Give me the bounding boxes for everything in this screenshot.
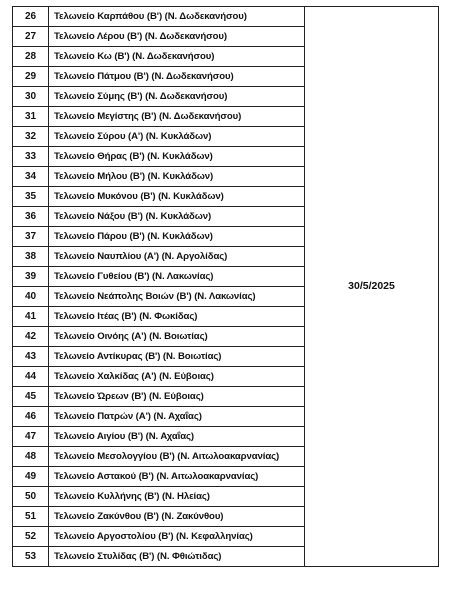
table-row [13, 7, 439, 27]
customs-office-name: Τελωνείο Ναυπλίου (Α') (Ν. Αργολίδας) [49, 247, 305, 267]
customs-office-name: Τελωνείο Αργοστολίου (Β') (Ν. Κεφαλληνίας) [49, 527, 305, 547]
customs-office-name: Τελωνείο Πάρου (Β') (Ν. Κυκλάδων) [49, 227, 305, 247]
row-number: 40 [13, 287, 49, 307]
customs-office-name: Τελωνείο Πατρών (Α') (Ν. Αχαΐας) [49, 407, 305, 427]
customs-office-name: Τελωνείο Ιτέας (Β') (Ν. Φωκίδας) [49, 307, 305, 327]
customs-office-name: Τελωνείο Αντίκυρας (Β') (Ν. Βοιωτίας) [49, 347, 305, 367]
row-number: 50 [13, 487, 49, 507]
customs-office-name: Τελωνείο Μήλου (Β') (Ν. Κυκλάδων) [49, 167, 305, 187]
row-number: 31 [13, 107, 49, 127]
row-number: 37 [13, 227, 49, 247]
row-number: 45 [13, 387, 49, 407]
row-number: 28 [13, 47, 49, 67]
row-number: 51 [13, 507, 49, 527]
customs-office-name: Τελωνείο Σύμης (Β') (Ν. Δωδεκανήσου) [49, 87, 305, 107]
row-number: 26 [13, 7, 49, 27]
customs-office-name: Τελωνείο Κυλλήνης (Β') (Ν. Ηλείας) [49, 487, 305, 507]
deadline-date: 30/5/2025 [305, 7, 439, 567]
row-number: 38 [13, 247, 49, 267]
row-number: 49 [13, 467, 49, 487]
row-number: 48 [13, 447, 49, 467]
customs-offices-table [12, 6, 439, 567]
customs-office-name: Τελωνείο Μυκόνου (Β') (Ν. Κυκλάδων) [49, 187, 305, 207]
row-number: 33 [13, 147, 49, 167]
customs-office-name: Τελωνείο Μεγίστης (Β') (Ν. Δωδεκανήσου) [49, 107, 305, 127]
customs-office-name: Τελωνείο Καρπάθου (Β') (Ν. Δωδεκανήσου) [49, 7, 305, 27]
row-number: 35 [13, 187, 49, 207]
row-number: 32 [13, 127, 49, 147]
customs-office-name: Τελωνείο Οινόης (Α') (Ν. Βοιωτίας) [49, 327, 305, 347]
customs-office-name: Τελωνείο Σύρου (Α') (Ν. Κυκλάδων) [49, 127, 305, 147]
customs-office-name: Τελωνείο Κω (Β') (Ν. Δωδεκανήσου) [49, 47, 305, 67]
customs-office-name: Τελωνείο Στυλίδας (Β') (Ν. Φθιώτιδας) [49, 547, 305, 567]
customs-office-name: Τελωνείο Ώρεων (Β') (Ν. Εύβοιας) [49, 387, 305, 407]
customs-office-name: Τελωνείο Μεσολογγίου (Β') (Ν. Αιτωλοακαρνανίας) [49, 447, 305, 467]
customs-office-name: Τελωνείο Αιγίου (Β') (Ν. Αχαΐας) [49, 427, 305, 447]
customs-office-name: Τελωνείο Νεάπολης Βοιών (Β') (Ν. Λακωνίας) [49, 287, 305, 307]
row-number: 41 [13, 307, 49, 327]
row-number: 34 [13, 167, 49, 187]
row-number: 46 [13, 407, 49, 427]
row-number: 53 [13, 547, 49, 567]
row-number: 36 [13, 207, 49, 227]
row-number: 52 [13, 527, 49, 547]
row-number: 42 [13, 327, 49, 347]
customs-office-name: Τελωνείο Νάξου (Β') (Ν. Κυκλάδων) [49, 207, 305, 227]
customs-office-name: Τελωνείο Γυθείου (Β') (Ν. Λακωνίας) [49, 267, 305, 287]
customs-office-name: Τελωνείο Χαλκίδας (Α') (Ν. Εύβοιας) [49, 367, 305, 387]
row-number: 44 [13, 367, 49, 387]
row-number: 27 [13, 27, 49, 47]
row-number: 30 [13, 87, 49, 107]
row-number: 39 [13, 267, 49, 287]
customs-office-name: Τελωνείο Ζακύνθου (Β') (Ν. Ζακύνθου) [49, 507, 305, 527]
row-number: 29 [13, 67, 49, 87]
customs-office-name: Τελωνείο Αστακού (Β') (Ν. Αιτωλοακαρνανίας) [49, 467, 305, 487]
row-number: 43 [13, 347, 49, 367]
row-number: 47 [13, 427, 49, 447]
customs-office-name: Τελωνείο Πάτμου (Β') (Ν. Δωδεκανήσου) [49, 67, 305, 87]
customs-office-name: Τελωνείο Λέρου (Β') (Ν. Δωδεκανήσου) [49, 27, 305, 47]
table-body [13, 7, 439, 567]
customs-office-name: Τελωνείο Θήρας (Β') (Ν. Κυκλάδων) [49, 147, 305, 167]
